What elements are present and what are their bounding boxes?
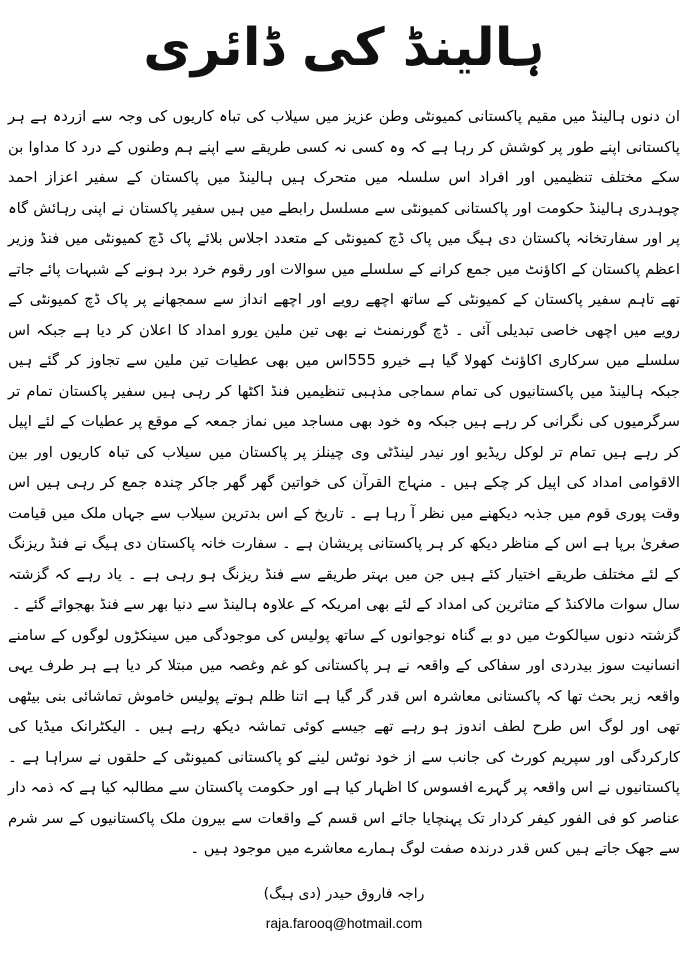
- article-body: [8, 102, 680, 865]
- article-paragraph: گزشتہ دنوں سیالکوٹ میں دو بے گناہ نوجوانوں کے ساتھ پولیس کی موجودگی میں سینکڑوں لوگوں کے سامنے انسانیت سوز بیدردی اور سفاکی کے واقعہ نے ہر پاکستانی کو غم وغصہ میں مبتلا کر دیا ہے ہر طرف یہی واقعہ زیر بحث تھا کہ پاکستانی معاشرہ اس قدر گر گیا ہے اتنا ظلم ہوتے پولیس خاموش تماشائی بنی بیٹھی تھی اور لوگ اس طرح لطف اندوز ہو رہے تھے جیسے کوئی تماشہ دیکھ رہے ہیں ۔ الیکٹرانک میڈیا کی کارکردگی اور سپریم کورٹ کی جانب سے از خود نوٹس لینے کو پاکستانی کمیونٹی کے حلقوں نے سراہا ہے ۔ پاکستانیوں نے اس واقعہ پر گہرے افسوس کا اظہار کیا ہے اور حکومت پاکستان سے مطالبہ کیا ہے کہ ذمہ دار عناصر کو فی الفور کیفر کردار تک پہنچایا جائے اس قسم کے واقعات سے بیرون ملک پاکستانیوں کے سر شرم سے جھک جاتے ہیں کس قدر درندہ صفت لوگ ہمارے معاشرے میں موجود ہیں ۔: [8, 626, 680, 857]
- article-paragraph: ان دنوں ہالینڈ میں مقیم پاکستانی کمیونٹی وطن عزیز میں سیلاب کی تباہ کاریوں کی وجہ سے ازردہ ہے ہر پاکستانی اپنے طور پر کوشش کر رہا ہے کہ وہ کسی نہ کسی طریقے سے اپنے ہم وطنوں کے درد کا مداوا بن سکے مختلف تنظیمیں اور افراد اس سلسلہ میں متحرک ہیں ہالینڈ میں پاکستان کے سفیر اعزاز احمد چوہدری ہالینڈ حکومت اور پاکستانی کمیونٹی سے مسلسل رابطے میں ہیں سفیر پاکستان نے اپنی رہائش گاہ پر اور سفارتخانہ پاکستان دی ہیگ میں پاک ڈچ کمیونٹی کے متعدد اجلاس بلائے پاک ڈچ کمیونٹی میں فنڈ وزیر اعظم پاکستان کے اکاؤنٹ میں جمع کرانے کے سلسلے میں سوالات اور رقوم خرد برد ہونے کے شبہات پائے جاتے تھے تاہم سفیر پاکستان کے کمیونٹی کے ساتھ اچھے رویے اور اچھے انداز سے سمجھانے پر پاک ڈچ کمیونٹی کے رویے میں اچھی خاصی تبدیلی آئی ۔ ڈچ گورنمنٹ نے بھی تین ملین یورو امداد کا اعلان کر دیا ہے جبکہ اس سلسلے میں سرکاری اکاؤنٹ کھولا گیا ہے خیرو 555اس میں بھی عطیات تین ملین سے تجاوز کر گئے ہیں جبکہ ہالینڈ میں پاکستانیوں کی تمام سماجی مذہبی تنظیمیں فنڈ اکٹھا کر رہی ہیں سفیر پاکستان تمام تر سرگرمیوں کی نگرانی کر رہے ہیں جبکہ وہ خود بھی مساجد میں نماز جمعہ کے موقع پر عطیات کے لئے اپیل کر رہے ہیں تمام تر لوکل ریڈیو اور نیدر لینڈٹی وی چینلز پر پاکستان میں سیلاب کی تباہ کاریوں اور بین الاقوامی امداد کی اپیل کر چکے ہیں ۔ منہاج القرآن کی خواتین گھر گھر جاکر چندہ جمع کر رہی ہیں اس وقت پوری قوم میں جذبہ دیکھنے میں نظر آ رہا ہے ۔ تاریخ کے اس بدترین سیلاب سے جہاں ملک میں قیامت صغریٰ برپا ہے اس کے مناظر دیکھ کر ہر پاکستانی پریشان ہے ۔ سفارت خانہ پاکستان دی ہیگ نے فنڈ ریزنگ کے لئے مختلف طریقے اختیار کئے ہیں جن میں بہتر طریقے سے فنڈ ریزنگ ہو رہی ہے ۔ یاد رہے کہ گزشتہ سال سوات مالاکنڈ کے متاثرین کی امداد کے لئے بھی امریکہ کے علاوہ ہالینڈ سے دنیا بھر سے فنڈ بھجوائے گئے ۔: [8, 108, 680, 613]
- author-email: raja.farooq@hotmail.com: [265, 915, 423, 931]
- author-byline: راجہ فاروق حیدر (دی ہیگ): [263, 886, 425, 902]
- column-title: ہالینڈ کی ڈائری: [143, 18, 545, 78]
